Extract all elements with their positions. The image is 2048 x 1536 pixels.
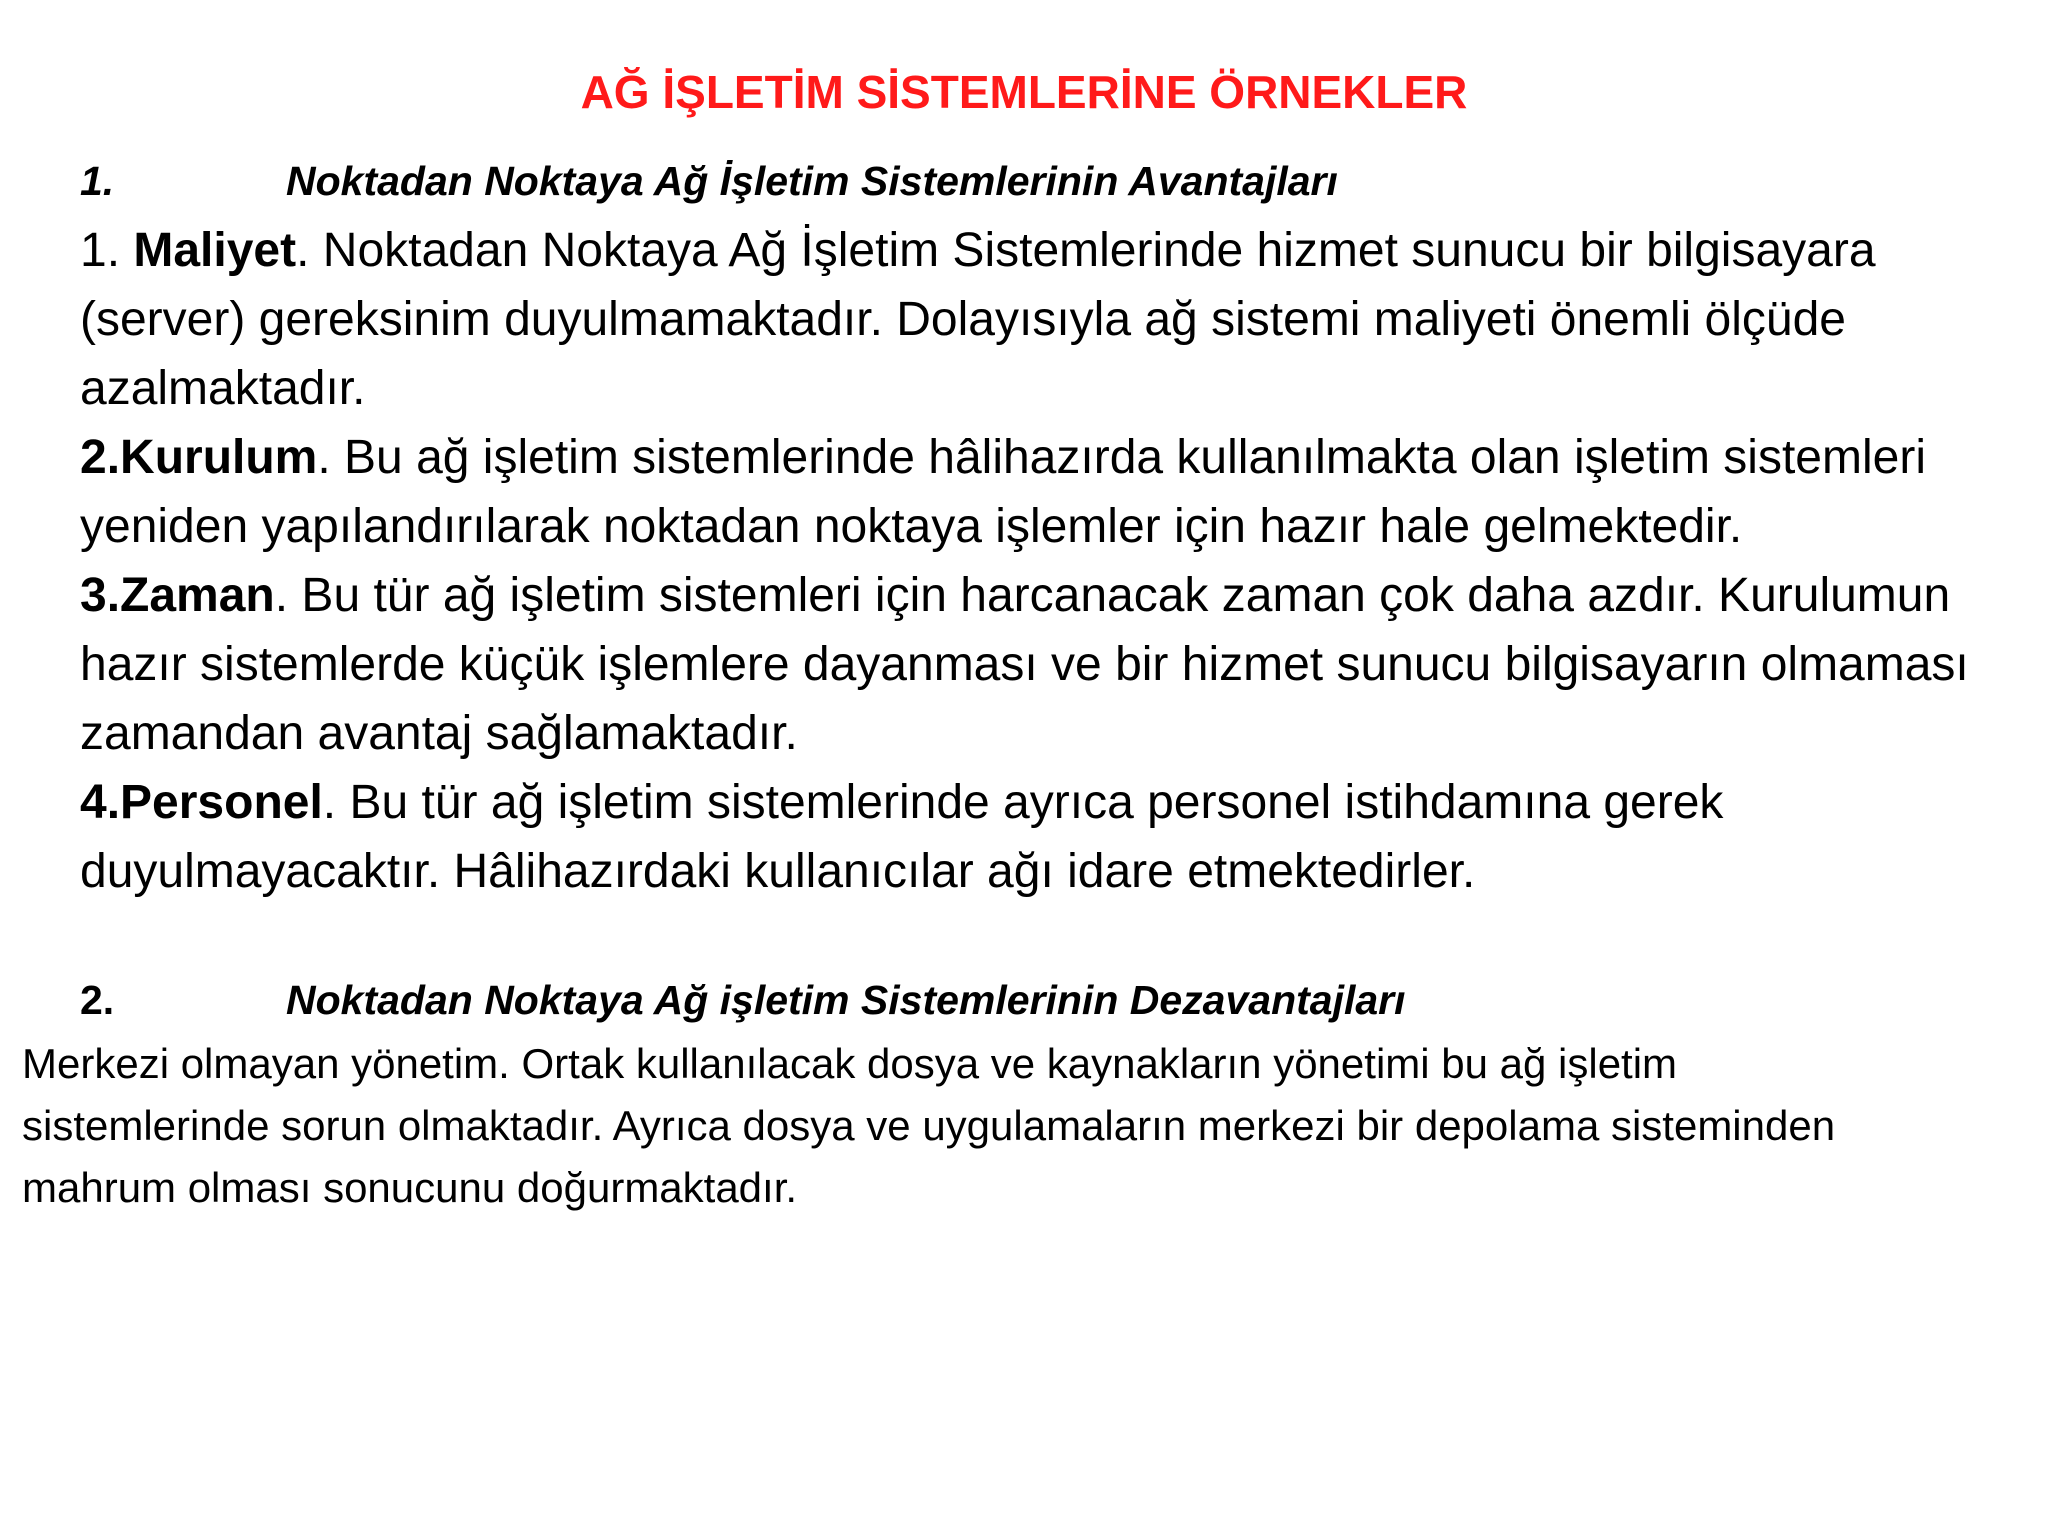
- advantage-term: 2.Kurulum: [80, 431, 318, 484]
- advantage-term: Maliyet: [133, 224, 297, 277]
- slide-title: AĞ İŞLETİM SİSTEMLERİNE ÖRNEKLER: [580, 66, 1468, 118]
- advantage-term: 4.Personel: [80, 776, 323, 829]
- section-2-number: 2.: [80, 977, 115, 1023]
- advantage-text: . Noktadan Noktaya Ağ İşletim Sistemlerinde hizmet sunucu bir bilgisayara (server) gereksinim duyulmamaktadır. Dolayısıyla ağ sistemi maliyeti önemli ölçüde azalmaktadır.: [80, 224, 1876, 415]
- advantage-term: 3.Zaman: [80, 569, 275, 622]
- section-1-heading-text: Noktadan Noktaya Ağ İşletim Sistemlerinin Avantajları: [286, 158, 1338, 204]
- advantage-text: . Bu tür ağ işletim sistemlerinde ayrıca personel istihdamına gerek duyulmayacaktır. Hâlihazırdaki kullanıcılar ağı idare etmektedirler.: [80, 776, 1724, 898]
- advantage-item-zaman: [80, 561, 1980, 768]
- section-1-number: 1.: [80, 158, 115, 204]
- advantage-item-personel: [80, 768, 1980, 906]
- advantage-item-kurulum: [80, 423, 1980, 561]
- advantage-text: . Bu ağ işletim sistemlerinde hâlihazırda kullanılmakta olan işletim sistemleri yeniden yapılandırılarak noktadan noktaya işlemler için hazır hale gelmektedir.: [80, 431, 1926, 553]
- section-2-heading: [80, 975, 1980, 1025]
- section-2-heading-text: Noktadan Noktaya Ağ işletim Sistemlerinin Dezavantajları: [286, 977, 1406, 1023]
- section-1-heading: [80, 156, 1980, 206]
- advantage-item-maliyet: [80, 216, 1980, 423]
- advantage-text: . Bu tür ağ işletim sistemleri için harcanacak zaman çok daha azdır. Kurulumun hazır sistemlerde küçük işlemlere dayanması ve bir hizmet sunucu bilgisayarın olmaması zamandan avantaj sağlamaktadır.: [80, 569, 1969, 760]
- advantage-prefix: 1.: [80, 224, 134, 277]
- advantages-list: [80, 216, 1980, 906]
- disadvantages-text: Merkezi olmayan yönetim. Ortak kullanılacak dosya ve kaynakların yönetimi bu ağ işletim sistemlerinde sorun olmaktadır. Ayrıca dosya ve uygulamaların merkezi bir depolama sisteminden mahrum olması sonucunu doğurmaktadır.: [22, 1040, 1836, 1211]
